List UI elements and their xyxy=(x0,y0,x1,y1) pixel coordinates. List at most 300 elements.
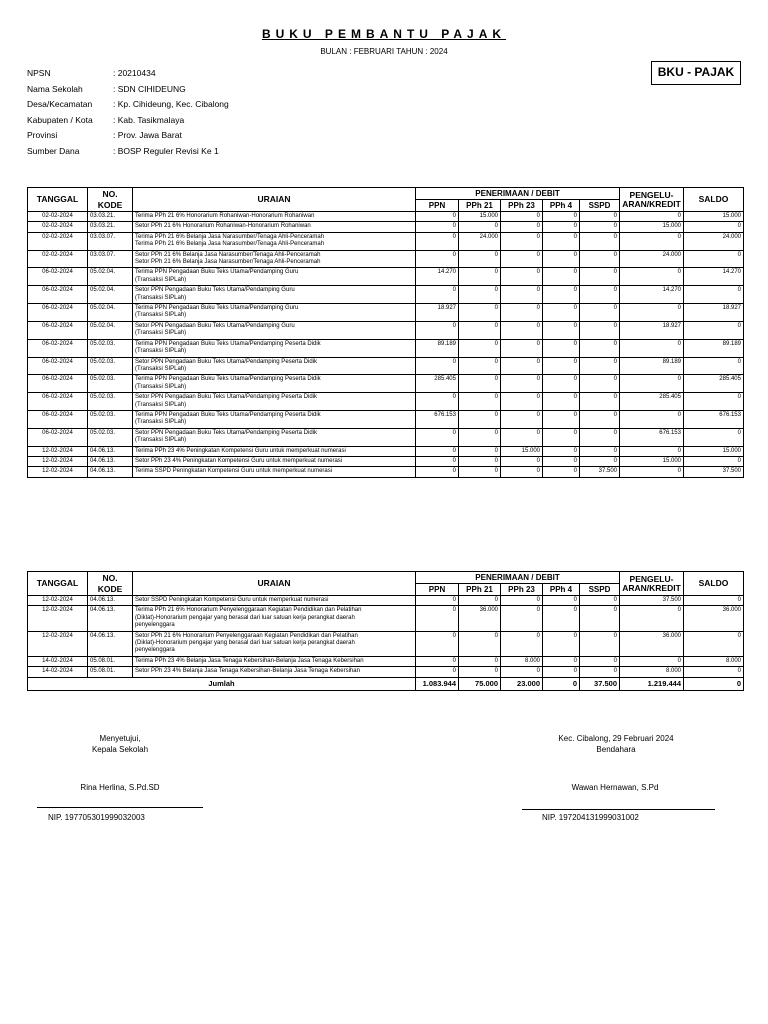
cell-uraian-line: Terima PPh 21 6% Honorarium Rohaniwan-Honorarium Rohaniwan xyxy=(135,213,315,219)
cell-tanggal: 02-02-2024 xyxy=(28,222,88,232)
cell-uraian-line: (Transaksi SIPLah) xyxy=(135,330,187,337)
cell-pph23: 0 xyxy=(501,222,543,232)
col-header-pph21: PPh 21 xyxy=(459,584,501,596)
cell-sspd: 0 xyxy=(580,268,620,286)
info-value: : 20210434 xyxy=(113,68,156,78)
cell-kode: 04.06.13. xyxy=(88,606,133,631)
cell-kredit: 89.189 xyxy=(620,357,684,375)
cell-uraian-line: (Transaksi SIPLah) xyxy=(135,294,187,301)
cell-pph21: 0 xyxy=(459,456,501,466)
cell-uraian xyxy=(133,375,416,393)
cell-uraian-line: Setor PPN Pengadaan Buku Teks Utama/Pendamping Guru xyxy=(135,287,295,294)
cell-pph23: 0 xyxy=(501,375,543,393)
cell-uraian-line: Setor SSPD Peningkatan Kompetensi Guru untuk memperkuat numerasi xyxy=(135,597,329,603)
info-value: : SDN CIHIDEUNG xyxy=(113,83,186,94)
table-row xyxy=(28,250,744,268)
col-header-kode: NO. KODE xyxy=(88,188,133,212)
cell-uraian xyxy=(133,212,416,222)
cell-sspd: 0 xyxy=(580,456,620,466)
cell-pph4: 0 xyxy=(543,286,580,304)
col-header-pph23: PPh 23 xyxy=(501,584,543,596)
cell-pph4: 0 xyxy=(543,606,580,631)
cell-tanggal: 02-02-2024 xyxy=(28,250,88,268)
cell-pph4: 0 xyxy=(543,321,580,339)
cell-uraian-line: (Transaksi SIPLah) xyxy=(135,365,187,372)
col-header-sspd: SSPD xyxy=(580,200,620,212)
table-row xyxy=(28,304,744,322)
cell-ppn: 0 xyxy=(416,357,459,375)
col-header-ppn: PPN xyxy=(416,200,459,212)
cell-kredit: 676.153 xyxy=(620,428,684,446)
cell-kode: 05.02.03. xyxy=(88,375,133,393)
table-row xyxy=(28,321,744,339)
cell-sspd: 0 xyxy=(580,410,620,428)
cell-pph23: 0 xyxy=(501,304,543,322)
table-row xyxy=(28,656,744,666)
cell-uraian xyxy=(133,393,416,411)
table-row xyxy=(28,339,744,357)
cell-tanggal: 12-02-2024 xyxy=(28,631,88,656)
cell-sspd: 0 xyxy=(580,428,620,446)
table-row xyxy=(28,410,744,428)
cell-kode: 04.06.13. xyxy=(88,596,133,606)
cell-sspd: 0 xyxy=(580,321,620,339)
info-value: : Kab. Tasikmalaya xyxy=(113,114,185,125)
cell-kredit: 0 xyxy=(620,339,684,357)
cell-kode: 05.02.03. xyxy=(88,393,133,411)
cell-pph23: 0 xyxy=(501,212,543,222)
cell-pph23: 0 xyxy=(501,339,543,357)
cell-uraian-line: (Diklat)-Honorarium pengajar yang berasal dari luar satuan kerja perangkat daerah xyxy=(135,614,355,621)
left-approval-role: Menyetujui, Kepala Sekolah xyxy=(91,734,149,754)
cell-uraian-line: Setor PPh 21 6% Belanja Jasa Narasumber/Tenaga Ahli-Penceramah xyxy=(135,251,321,258)
cell-saldo: 15.000 xyxy=(684,446,744,456)
cell-pph21: 0 xyxy=(459,446,501,456)
info-label: Provinsi xyxy=(27,130,58,140)
cell-uraian-line: (Transaksi SIPLah) xyxy=(135,437,187,444)
page-subtitle: BULAN : FEBRUARI TAHUN : 2024 xyxy=(320,47,448,56)
cell-saldo: 0 xyxy=(684,667,744,677)
cell-kode: 04.06.13. xyxy=(88,631,133,656)
cell-pph4: 0 xyxy=(543,222,580,232)
info-value: : Prov. Jawa Barat xyxy=(113,130,182,140)
total-sspd: 37.500 xyxy=(580,677,620,690)
cell-sspd: 0 xyxy=(580,631,620,656)
cell-uraian xyxy=(133,456,416,466)
cell-tanggal: 12-02-2024 xyxy=(28,467,88,477)
cell-uraian-line: Setor PPN Pengadaan Buku Teks Utama/Pendamping Guru xyxy=(135,322,295,329)
cell-pph4: 0 xyxy=(543,357,580,375)
cell-uraian-line: penyelenggara xyxy=(135,622,175,629)
cell-uraian-line: Terima PPN Pengadaan Buku Teks Utama/Pendamping Guru xyxy=(135,305,299,312)
cell-kredit: 0 xyxy=(620,410,684,428)
col-header-pph23: PPh 23 xyxy=(501,200,543,212)
cell-tanggal: 12-02-2024 xyxy=(28,596,88,606)
cell-sspd: 0 xyxy=(580,232,620,250)
info-label: Desa/Kecamatan xyxy=(27,99,93,109)
cell-uraian-line: (Transaksi SIPLah) xyxy=(135,312,187,319)
cell-uraian-line: Terima PPh 21 6% Belanja Jasa Narasumber/Tenaga Ahli-Penceramah xyxy=(135,241,325,248)
cell-uraian-line: Terima PPh 23 4% Belanja Jasa Tenaga Kebersihan-Belanja Jasa Tenaga Kebersihan xyxy=(135,657,364,664)
total-label: Jumlah xyxy=(28,677,416,690)
cell-pph23: 0 xyxy=(501,596,543,606)
cell-kode: 03.03.07. xyxy=(88,232,133,250)
cell-pph23: 0 xyxy=(501,250,543,268)
col-header-tanggal: TANGGAL xyxy=(28,572,88,596)
cell-kode: 05.02.04. xyxy=(88,304,133,322)
cell-pph4: 0 xyxy=(543,268,580,286)
cell-saldo: 24.000 xyxy=(684,232,744,250)
table-row xyxy=(28,631,744,656)
info-label: Sumber Dana xyxy=(27,145,80,156)
cell-saldo: 18.927 xyxy=(684,304,744,322)
col-header-pengeluaran xyxy=(620,188,684,212)
cell-ppn: 0 xyxy=(416,667,459,677)
cell-uraian xyxy=(133,250,416,268)
cell-uraian xyxy=(133,428,416,446)
cell-pph21: 0 xyxy=(459,339,501,357)
cell-kredit: 15.000 xyxy=(620,456,684,466)
table-row xyxy=(28,446,744,456)
cell-kode: 04.06.13. xyxy=(88,456,133,466)
cell-uraian-line: penyelenggara xyxy=(135,647,175,654)
right-place-date: Kec. Cibalong, 29 Februari 2024 Bendahara xyxy=(558,734,674,754)
cell-pph4: 0 xyxy=(543,596,580,606)
cell-saldo: 15.000 xyxy=(684,212,744,222)
col-header-pengeluaran-line-1: PENGELU- xyxy=(629,573,674,584)
cell-tanggal: 06-02-2024 xyxy=(28,339,88,357)
cell-pph21: 0 xyxy=(459,596,501,606)
table-row xyxy=(28,268,744,286)
cell-kredit: 0 xyxy=(620,467,684,477)
cell-kode: 04.06.13. xyxy=(88,467,133,477)
col-header-kode: NO. KODE xyxy=(88,572,133,596)
cell-pph21: 0 xyxy=(459,250,501,268)
cell-ppn: 0 xyxy=(416,222,459,232)
cell-uraian xyxy=(133,232,416,250)
cell-pph4: 0 xyxy=(543,428,580,446)
cell-uraian xyxy=(133,304,416,322)
info-label: Nama Sekolah xyxy=(27,83,83,94)
cell-tanggal: 06-02-2024 xyxy=(28,393,88,411)
cell-sspd: 0 xyxy=(580,286,620,304)
cell-saldo: 14.270 xyxy=(684,268,744,286)
cell-kredit: 36.000 xyxy=(620,631,684,656)
cell-ppn: 0 xyxy=(416,212,459,222)
col-header-uraian: URAIAN xyxy=(133,188,416,212)
cell-kode: 05.02.04. xyxy=(88,321,133,339)
cell-pph4: 0 xyxy=(543,232,580,250)
cell-pph21: 0 xyxy=(459,393,501,411)
cell-uraian xyxy=(133,631,416,656)
cell-pph4: 0 xyxy=(543,304,580,322)
cell-pph4: 0 xyxy=(543,375,580,393)
cell-sspd: 0 xyxy=(580,667,620,677)
cell-sspd: 0 xyxy=(580,596,620,606)
cell-uraian-line: (Diklat)-Honorarium pengajar yang berasal dari luar satuan kerja perangkat daerah xyxy=(135,640,355,647)
table-row xyxy=(28,428,744,446)
cell-ppn: 676.153 xyxy=(416,410,459,428)
cell-kredit: 0 xyxy=(620,268,684,286)
total-saldo: 0 xyxy=(684,677,744,690)
info-label: NPSN xyxy=(27,68,51,78)
cell-uraian-line: Terima PPh 21 6% Honorarium Penyelenggaraan Kegiatan Pendidikan dan Pelatihan xyxy=(135,607,362,614)
cell-saldo: 0 xyxy=(684,321,744,339)
cell-uraian-line: Terima PPN Pengadaan Buku Teks Utama/Pendamping Peserta Didik xyxy=(135,340,321,347)
cell-tanggal: 12-02-2024 xyxy=(28,456,88,466)
page-title: BUKU PEMBANTU PAJAK xyxy=(261,27,507,41)
cell-tanggal: 06-02-2024 xyxy=(28,286,88,304)
cell-uraian-line: (Transaksi SIPLah) xyxy=(135,419,187,426)
col-header-pengeluaran-line-2: ARAN/KREDIT xyxy=(622,198,681,209)
cell-saldo: 676.153 xyxy=(684,410,744,428)
cell-uraian xyxy=(133,339,416,357)
cell-uraian-line: Setor PPN Pengadaan Buku Teks Utama/Pendamping Peserta Didik xyxy=(135,358,317,365)
cell-pph21: 36.000 xyxy=(459,606,501,631)
cell-tanggal: 06-02-2024 xyxy=(28,375,88,393)
cell-uraian xyxy=(133,268,416,286)
cell-ppn: 0 xyxy=(416,321,459,339)
cell-kode: 05.02.03. xyxy=(88,357,133,375)
cell-uraian xyxy=(133,446,416,456)
cell-sspd: 0 xyxy=(580,212,620,222)
cell-pph23: 0 xyxy=(501,631,543,656)
cell-ppn: 89.189 xyxy=(416,339,459,357)
left-signer-name: Rina Herlina, S.Pd.SD xyxy=(80,783,160,792)
cell-saldo: 0 xyxy=(684,357,744,375)
cell-tanggal: 14-02-2024 xyxy=(28,656,88,666)
cell-tanggal: 06-02-2024 xyxy=(28,268,88,286)
cell-tanggal: 12-02-2024 xyxy=(28,446,88,456)
cell-pph23: 0 xyxy=(501,667,543,677)
cell-ppn: 0 xyxy=(416,467,459,477)
cell-uraian xyxy=(133,321,416,339)
table-row xyxy=(28,286,744,304)
cell-saldo: 36.000 xyxy=(684,606,744,631)
cell-ppn: 0 xyxy=(416,393,459,411)
cell-pph23: 8.000 xyxy=(501,656,543,666)
cell-uraian xyxy=(133,222,416,232)
cell-kode: 05.02.03. xyxy=(88,410,133,428)
cell-pph4: 0 xyxy=(543,250,580,268)
cell-uraian-line: Setor PPN Pengadaan Buku Teks Utama/Pendamping Peserta Didik xyxy=(135,394,317,401)
cell-tanggal: 14-02-2024 xyxy=(28,667,88,677)
cell-uraian-line: (Transaksi SIPLah) xyxy=(135,383,187,390)
cell-tanggal: 06-02-2024 xyxy=(28,304,88,322)
cell-uraian-line: Terima PPh 21 6% Belanja Jasa Narasumber/Tenaga Ahli-Penceramah xyxy=(135,233,325,240)
cell-pph21: 0 xyxy=(459,268,501,286)
cell-uraian xyxy=(133,596,416,606)
left-signature-line xyxy=(37,807,203,808)
cell-ppn: 0 xyxy=(416,250,459,268)
cell-kredit: 0 xyxy=(620,446,684,456)
cell-kredit: 37.500 xyxy=(620,596,684,606)
cell-uraian-line: Setor PPh 21 6% Honorarium Rohaniwan-Honorarium Rohaniwan xyxy=(135,223,311,230)
cell-uraian xyxy=(133,467,416,477)
total-ppn: 1.083.944 xyxy=(416,677,459,690)
col-header-pengeluaran-line-1: PENGELU- xyxy=(629,189,674,200)
cell-uraian xyxy=(133,606,416,631)
col-header-saldo: SALDO xyxy=(684,188,744,212)
cell-ppn: 0 xyxy=(416,286,459,304)
cell-pph21: 0 xyxy=(459,321,501,339)
cell-pph21: 15.000 xyxy=(459,212,501,222)
report-type-badge: BKU - PAJAK xyxy=(651,61,741,85)
col-header-sspd: SSPD xyxy=(580,584,620,596)
info-value: : BOSP Reguler Revisi Ke 1 xyxy=(113,145,219,156)
cell-pph4: 0 xyxy=(543,410,580,428)
cell-pph23: 0 xyxy=(501,428,543,446)
cell-uraian-line: Setor PPh 21 6% Honorarium Penyelenggaraan Kegiatan Pendidikan dan Pelatihan xyxy=(135,632,358,639)
cell-kredit: 0 xyxy=(620,304,684,322)
table-row xyxy=(28,467,744,477)
cell-pph23: 0 xyxy=(501,232,543,250)
cell-pph4: 0 xyxy=(543,393,580,411)
cell-uraian-line: (Transaksi SIPLah) xyxy=(135,276,187,283)
cell-uraian-line: Terima PPN Pengadaan Buku Teks Utama/Pendamping Peserta Didik xyxy=(135,411,321,418)
col-header-pph4: PPh 4 xyxy=(543,584,580,596)
cell-pph21: 0 xyxy=(459,286,501,304)
cell-uraian-line: (Transaksi SIPLah) xyxy=(135,401,187,408)
cell-uraian-line: Setor PPN Pengadaan Buku Teks Utama/Pendamping Peserta Didik xyxy=(135,429,317,436)
cell-pph21: 0 xyxy=(459,375,501,393)
cell-saldo: 285.405 xyxy=(684,375,744,393)
cell-pph4: 0 xyxy=(543,212,580,222)
cell-pph4: 0 xyxy=(543,467,580,477)
cell-saldo: 89.189 xyxy=(684,339,744,357)
cell-pph21: 0 xyxy=(459,428,501,446)
right-signer-name: Wawan Hernawan, S.Pd xyxy=(571,783,659,792)
cell-saldo: 0 xyxy=(684,286,744,304)
cell-kode: 05.02.04. xyxy=(88,268,133,286)
cell-pph23: 0 xyxy=(501,410,543,428)
cell-saldo: 0 xyxy=(684,456,744,466)
cell-sspd: 0 xyxy=(580,222,620,232)
cell-saldo: 0 xyxy=(684,222,744,232)
right-signature-line xyxy=(522,809,715,810)
cell-uraian-line: Terima PPN Pengadaan Buku Teks Utama/Pendamping Guru xyxy=(135,269,299,276)
cell-kredit: 8.000 xyxy=(620,667,684,677)
cell-pph4: 0 xyxy=(543,446,580,456)
table-row xyxy=(28,667,744,677)
col-header-pengeluaran-line-2: ARAN/KREDIT xyxy=(622,582,681,593)
cell-ppn: 0 xyxy=(416,232,459,250)
cell-kredit: 0 xyxy=(620,212,684,222)
cell-uraian-line: Terima PPh 23 4% Peningkatan Kompetensi Guru untuk memperkuat numerasi xyxy=(135,447,346,454)
cell-uraian-line: (Transaksi SIPLah) xyxy=(135,348,187,355)
cell-pph4: 0 xyxy=(543,456,580,466)
cell-kode: 03.03.07. xyxy=(88,250,133,268)
cell-pph21: 24.000 xyxy=(459,232,501,250)
col-header-pengeluaran xyxy=(620,572,684,596)
cell-ppn: 0 xyxy=(416,631,459,656)
cell-ppn: 0 xyxy=(416,428,459,446)
cell-ppn: 0 xyxy=(416,606,459,631)
cell-pph21: 0 xyxy=(459,410,501,428)
cell-sspd: 0 xyxy=(580,357,620,375)
cell-saldo: 0 xyxy=(684,250,744,268)
cell-sspd: 0 xyxy=(580,339,620,357)
cell-uraian-line: Terima PPN Pengadaan Buku Teks Utama/Pendamping Peserta Didik xyxy=(135,376,321,383)
total-pph23: 23.000 xyxy=(501,677,543,690)
cell-pph21: 0 xyxy=(459,656,501,666)
tax-ledger-table-2 xyxy=(27,571,744,691)
cell-ppn: 0 xyxy=(416,656,459,666)
right-signer-nip: NIP. 197204131999031002 xyxy=(542,813,639,822)
cell-pph4: 0 xyxy=(543,631,580,656)
cell-uraian xyxy=(133,286,416,304)
cell-ppn: 0 xyxy=(416,456,459,466)
cell-pph23: 0 xyxy=(501,357,543,375)
cell-pph23: 15.000 xyxy=(501,446,543,456)
cell-pph23: 0 xyxy=(501,321,543,339)
table-row xyxy=(28,222,744,232)
cell-tanggal: 06-02-2024 xyxy=(28,428,88,446)
cell-kredit: 0 xyxy=(620,656,684,666)
cell-uraian xyxy=(133,410,416,428)
cell-saldo: 0 xyxy=(684,428,744,446)
cell-uraian-line: Terima SSPD Peningkatan Kompetensi Guru untuk memperkuat numerasi xyxy=(135,468,333,475)
cell-pph21: 0 xyxy=(459,667,501,677)
cell-ppn: 0 xyxy=(416,596,459,606)
cell-sspd: 0 xyxy=(580,304,620,322)
cell-kredit: 285.405 xyxy=(620,393,684,411)
cell-uraian-line: Setor PPh 23 4% Peningkatan Kompetensi Guru untuk memperkuat numerasi xyxy=(135,457,343,464)
cell-kredit: 15.000 xyxy=(620,222,684,232)
cell-kode: 03.03.21. xyxy=(88,212,133,222)
cell-pph23: 0 xyxy=(501,393,543,411)
total-kredit: 1.219.444 xyxy=(620,677,684,690)
table-row xyxy=(28,596,744,606)
table-row xyxy=(28,212,744,222)
cell-ppn: 18.927 xyxy=(416,304,459,322)
col-header-tanggal: TANGGAL xyxy=(28,188,88,212)
cell-kredit: 0 xyxy=(620,375,684,393)
table-row xyxy=(28,456,744,466)
cell-kode: 03.03.21. xyxy=(88,222,133,232)
col-header-penerimaan: PENERIMAAN / DEBIT xyxy=(416,188,620,200)
cell-sspd: 0 xyxy=(580,250,620,268)
cell-pph23: 0 xyxy=(501,606,543,631)
cell-sspd: 0 xyxy=(580,446,620,456)
left-signer-nip: NIP. 197705301999032003 xyxy=(48,813,145,822)
cell-kredit: 24.000 xyxy=(620,250,684,268)
cell-uraian-line: Setor PPh 21 6% Belanja Jasa Narasumber/Tenaga Ahli-Penceramah xyxy=(135,259,321,266)
table-row xyxy=(28,606,744,631)
cell-pph4: 0 xyxy=(543,667,580,677)
table-row xyxy=(28,393,744,411)
info-label: Kabupaten / Kota xyxy=(27,114,93,125)
cell-tanggal: 06-02-2024 xyxy=(28,410,88,428)
cell-saldo: 0 xyxy=(684,631,744,656)
cell-kode: 04.06.13. xyxy=(88,446,133,456)
info-value: : Kp. Cihideung, Kec. Cibalong xyxy=(113,99,229,109)
cell-pph21: 0 xyxy=(459,304,501,322)
cell-uraian xyxy=(133,656,416,666)
col-header-ppn: PPN xyxy=(416,584,459,596)
cell-kode: 05.02.04. xyxy=(88,286,133,304)
cell-ppn: 285.405 xyxy=(416,375,459,393)
cell-kode: 05.02.03. xyxy=(88,339,133,357)
cell-ppn: 0 xyxy=(416,446,459,456)
cell-pph23: 0 xyxy=(501,456,543,466)
cell-ppn: 14.270 xyxy=(416,268,459,286)
cell-kode: 05.08.01. xyxy=(88,656,133,666)
cell-kredit: 0 xyxy=(620,232,684,250)
cell-saldo: 8.000 xyxy=(684,656,744,666)
cell-tanggal: 02-02-2024 xyxy=(28,232,88,250)
cell-kredit: 0 xyxy=(620,606,684,631)
